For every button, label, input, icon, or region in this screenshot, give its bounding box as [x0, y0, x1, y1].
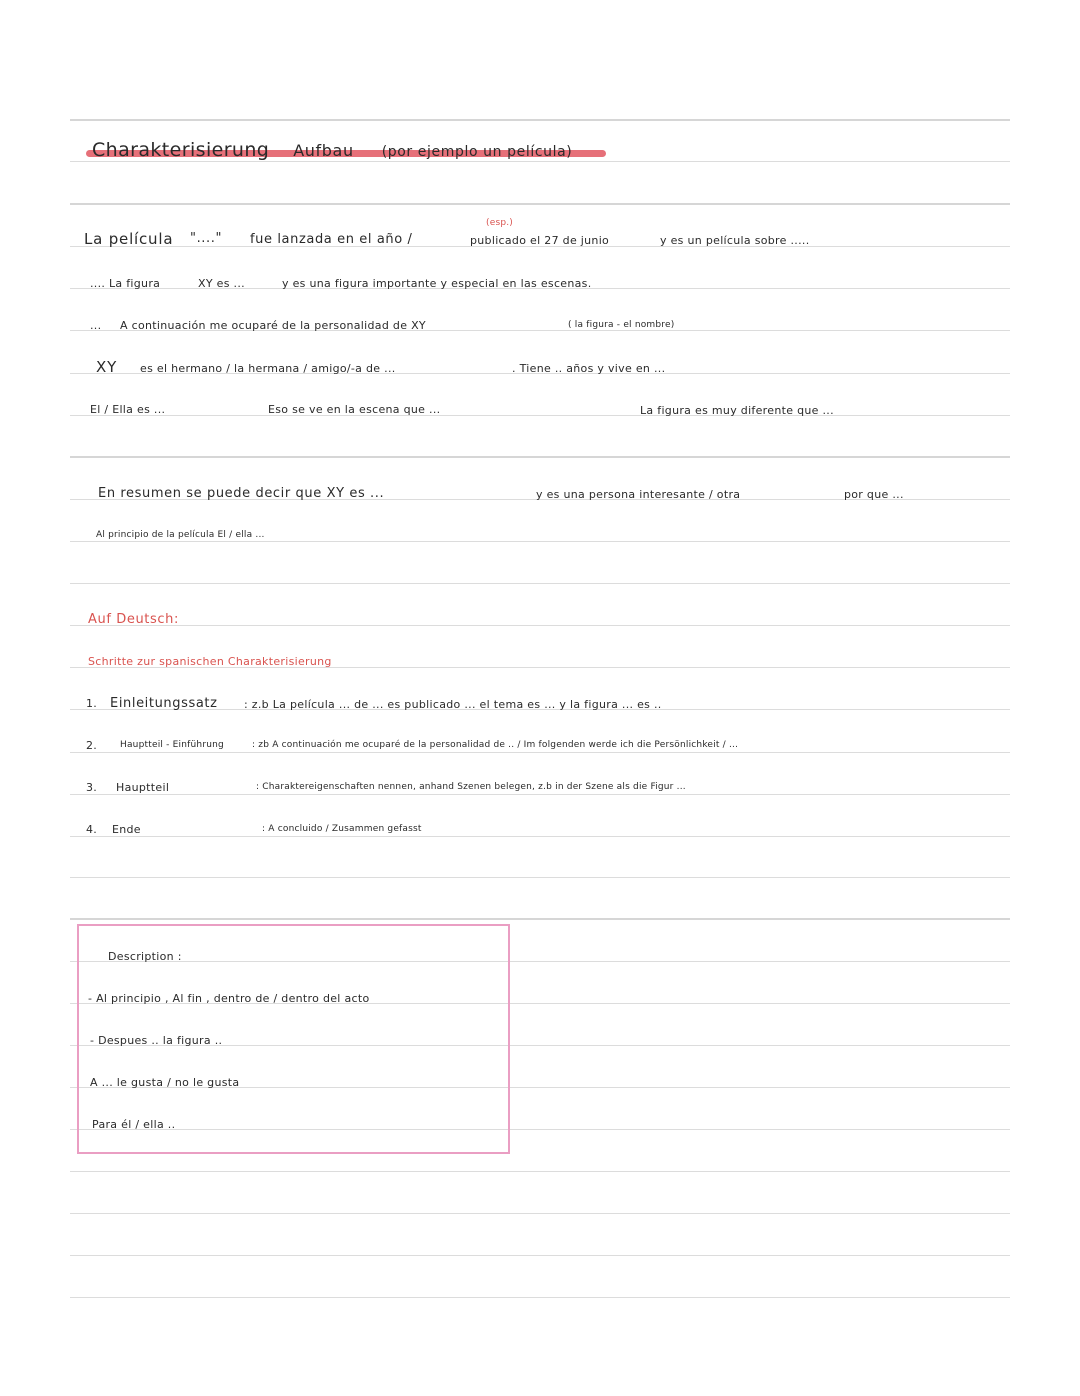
line1-b: "...." [190, 231, 223, 246]
line1-a: La película [84, 230, 174, 248]
line5-b: Eso se ve en la escena que ... [268, 403, 441, 416]
line2-b: XY es ... [198, 277, 245, 290]
line6-c: por que ... [844, 488, 904, 501]
step1-content: : z.b La película ... de ... es publicado ... el tema es ... y la figura ... es .. [244, 698, 662, 711]
step2-num: 2. [86, 739, 98, 752]
line4-c: . Tiene .. años y vive en ... [512, 362, 666, 375]
german-subheading: Schritte zur spanischen Charakterisierung [88, 655, 332, 668]
line1-e: y es un película sobre ..... [660, 234, 810, 247]
step4-num: 4. [86, 823, 98, 836]
rule-line [70, 541, 1010, 542]
rule-line [70, 752, 1010, 753]
description-heading: Description : [108, 950, 182, 963]
line6-a: En resumen se puede decir que XY es ... [98, 486, 385, 501]
rule-line [70, 203, 1010, 205]
step3-label: Hauptteil [116, 781, 170, 794]
description-item: - Despues .. la figura .. [90, 1034, 223, 1047]
line5-a: El / Ella es ... [90, 403, 166, 416]
german-heading: Auf Deutsch: [88, 612, 179, 627]
description-item: Para él / ella .. [92, 1118, 176, 1131]
step2-label: Hauptteil - Einführung [120, 740, 224, 750]
line1-note: (esp.) [486, 218, 514, 228]
description-item: A ... le gusta / no le gusta [90, 1076, 240, 1089]
rule-line [70, 1171, 1010, 1172]
step1-num: 1. [86, 697, 98, 710]
line4-b: es el hermano / la hermana / amigo/-a de ... [140, 362, 396, 375]
step4-label: Ende [112, 823, 141, 836]
line3-c: ( la figura - el nombre) [568, 320, 675, 330]
rule-line [70, 583, 1010, 584]
description-item: - Al principio , Al fin , dentro de / dentro del acto [88, 992, 370, 1005]
line1-c: fue lanzada en el año / [250, 232, 413, 247]
line1-d: publicado el 27 de junio [470, 234, 610, 247]
rule-line [70, 1255, 1010, 1256]
rule-line [70, 794, 1010, 795]
line6-b: y es una persona interesante / otra [536, 488, 741, 501]
title-sub: Aufbau [293, 141, 354, 160]
rule-line [70, 1213, 1010, 1214]
step3-num: 3. [86, 781, 98, 794]
rule-line [70, 1297, 1010, 1298]
line3-b: A continuación me ocuparé de la personalidad de XY [120, 319, 426, 332]
line2-a: .... La figura [90, 277, 161, 290]
rule-line [70, 918, 1010, 920]
step3-content: : Charaktereigenschaften nennen, anhand Szenen belegen, z.b in der Szene als die Figur ... [256, 782, 686, 792]
rule-line [70, 836, 1010, 837]
rule-line [70, 456, 1010, 458]
step2-content: : zb A continuación me ocuparé de la personalidad de .. / Im folgenden werde ich die Persönlichkeit / ... [252, 740, 739, 750]
rule-line [70, 877, 1010, 878]
rule-line [70, 415, 1010, 416]
rule-line [70, 119, 1010, 121]
line4-a: XY [96, 358, 118, 376]
line3-a: ... [90, 319, 102, 332]
line5-c: La figura es muy diferente que ... [640, 404, 834, 417]
title-paren: (por ejemplo un película) [381, 144, 573, 160]
step1-label: Einleitungssatz [110, 696, 218, 711]
rule-line [70, 161, 1010, 162]
title-main: Charakterisierung [92, 139, 270, 161]
line7-a: Al principio de la película El / ella ... [96, 530, 265, 540]
rule-line [70, 625, 1010, 626]
line2-c: y es una figura importante y especial en las escenas. [282, 277, 592, 290]
page-title [92, 141, 572, 160]
step4-content: : A concluido / Zusammen gefasst [262, 824, 422, 834]
